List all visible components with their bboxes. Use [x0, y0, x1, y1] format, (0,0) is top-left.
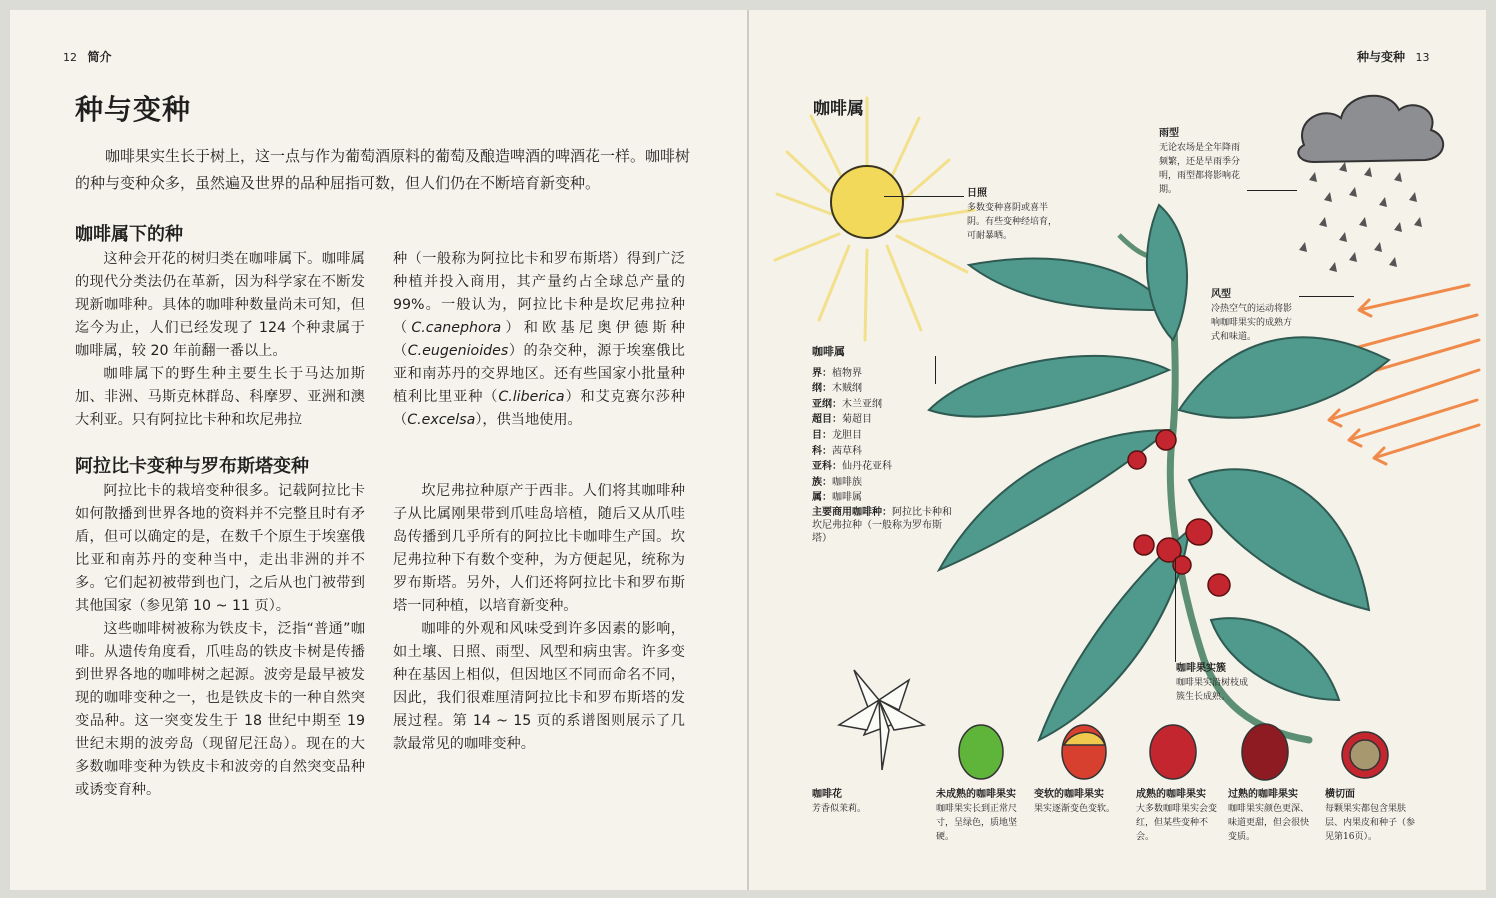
right-running-head: 种与变种 — [1357, 50, 1406, 64]
taxonomy-row — [812, 397, 952, 413]
taxonomy-row — [812, 444, 952, 460]
col2-text-a: 种（一般称为阿拉比卡和罗布斯塔）得到广泛种植并投入商用，其产量约占全球总产量的 99%。一般认为，阿拉比卡种是坎尼弗拉种（ — [393, 251, 685, 336]
rain-leader-line — [1247, 190, 1297, 191]
taxonomy-value: 植物界 — [832, 367, 862, 379]
stage-body: 果实逐渐变色变软。 — [1034, 804, 1116, 814]
left-page-number: 12 — [63, 51, 77, 64]
stage-heading: 横切面 — [1325, 789, 1355, 800]
stage-body: 咖啡果实颜色更深、味道更甜，但会很快变质。 — [1228, 804, 1310, 842]
section1-heading: 咖啡属下的种 — [75, 224, 183, 245]
illustration-title: 咖啡属 — [813, 99, 864, 119]
stage-heading: 咖啡花 — [812, 789, 842, 800]
page-title: 种与变种 — [75, 93, 192, 126]
taxonomy-key: 属： — [812, 492, 832, 504]
taxonomy-row — [812, 475, 952, 491]
taxonomy-key: 超目： — [812, 414, 842, 426]
taxonomy-box — [812, 344, 952, 545]
wind-body: 冷热空气的运动将影响咖啡果实的成熟方式和味道。 — [1211, 304, 1293, 342]
species-eugenioides: C.eugenioides — [407, 343, 509, 359]
taxonomy-row — [812, 366, 952, 382]
left-running-head: 简介 — [87, 50, 112, 64]
taxonomy-key: 纲： — [812, 383, 832, 395]
species-canephora: C.canephora — [411, 320, 502, 336]
col2-text-e: ），供当地使用。 — [475, 412, 582, 428]
stage-heading: 过熟的咖啡果实 — [1228, 789, 1298, 800]
section1-column1 — [75, 248, 365, 432]
taxonomy-value: 茜草科 — [832, 445, 862, 457]
taxonomy-row — [812, 412, 952, 428]
species-liberica: C.liberica — [498, 389, 565, 405]
intro-paragraph — [75, 143, 695, 197]
taxonomy-key: 主要商用咖啡种： — [812, 506, 892, 518]
stage-label — [812, 788, 892, 816]
wind-leader-line — [1299, 296, 1354, 297]
taxonomy-value: 菊超目 — [842, 414, 872, 426]
rain-cloud-icon — [1298, 96, 1443, 272]
stage-body: 大多数咖啡果实会变红，但某些变种不会。 — [1136, 804, 1218, 842]
section2-col2-p1: 坎尼弗拉种原产于西非。人们将其咖啡种子从比属刚果带到爪哇岛培植，随后又从爪哇岛传播到几乎所有的阿拉比卡咖啡生产国。坎尼弗拉种下有数个变种，为方便起见，统称为罗布斯塔。另外，人们还将阿拉比卡和罗布斯塔一同种植，以培育新变种。 — [393, 483, 685, 614]
stage-heading: 成熟的咖啡果实 — [1136, 789, 1206, 800]
taxonomy-key: 目： — [812, 429, 832, 441]
cherry-cluster-body: 咖啡果实沿树枝成簇生长成熟。 — [1176, 678, 1249, 702]
stage-body: 每颗果实都包含果肤层、内果皮和种子（参见第16页）。 — [1325, 804, 1416, 842]
col2-text-d: ）和艾克赛尔莎种（ — [393, 389, 685, 428]
stage-label — [1228, 788, 1312, 844]
section2-col1-p2: 这些咖啡树被称为铁皮卡，泛指“普通”咖啡。从遗传角度看，爪哇岛的铁皮卡树是传播到世界各地的咖啡树之起源。波旁是最早被发现的咖啡变种之一，也是铁皮卡的一种自然突变品种。这一突变发生于 18 世纪中期至 19 世纪末期的波旁岛（现留尼汪岛）。现在的大多数咖啡变种为铁皮卡和波旁的自然突变品种或诱变育种。 — [75, 621, 365, 798]
stage-label — [936, 788, 1026, 844]
taxonomy-key: 族： — [812, 476, 832, 488]
section1-col1-p1: 这种会开花的树归类在咖啡属下。咖啡属的现代分类法仍在革新，因为科学家在不断发现新咖啡种。具体的咖啡种数量尚未可知，但迄今为止，人们已经发现了 124 个种隶属于咖啡属，较 20 年前翻一番以上。 — [75, 251, 365, 359]
stage-body: 咖啡果实长到正常尺寸，呈绿色，质地坚硬。 — [936, 804, 1018, 842]
sunshine-leader-line — [884, 196, 964, 197]
cherry-cluster-label — [1176, 662, 1256, 704]
coffee-leaves — [929, 205, 1389, 740]
stage-heading: 未成熟的咖啡果实 — [936, 789, 1016, 800]
col2-text-c: ）的杂交种，源于埃塞俄比亚和南苏丹的交界地区。还有些国家小批量种植利比里亚种（ — [393, 343, 685, 405]
stage-label — [1034, 788, 1124, 816]
stage-label — [1325, 788, 1417, 844]
section2-column1 — [75, 480, 365, 802]
rain-body: 无论农场是全年降雨频繁，还是旱雨季分明，雨型都将影响花期。 — [1159, 143, 1241, 195]
section2-heading: 阿拉比卡变种与罗布斯塔变种 — [75, 456, 309, 477]
taxonomy-value: 咖啡属 — [832, 492, 862, 504]
stage-heading: 变软的咖啡果实 — [1034, 789, 1104, 800]
taxonomy-value: 仙丹花亚科 — [842, 461, 892, 473]
section1-col2-p1 — [393, 248, 685, 432]
taxonomy-key: 界： — [812, 367, 832, 379]
taxonomy-row — [812, 428, 952, 444]
taxonomy-row — [812, 459, 952, 475]
section1-column2 — [393, 248, 685, 432]
taxonomy-row — [812, 381, 952, 397]
sun-icon — [831, 166, 903, 238]
species-excelsa: C.excelsa — [407, 412, 476, 428]
cherry-cluster-heading: 咖啡果实簇 — [1176, 663, 1226, 674]
taxonomy-value: 木贼纲 — [832, 383, 862, 395]
right-page-number: 13 — [1415, 51, 1430, 64]
rain-heading: 雨型 — [1159, 128, 1179, 139]
sunshine-label — [967, 187, 1057, 243]
sunshine-heading: 日照 — [967, 188, 987, 199]
taxonomy-value: 咖啡族 — [832, 476, 862, 488]
left-folio — [63, 48, 112, 65]
rain-label — [1159, 127, 1243, 197]
col2-text-b: ）和欧基尼奥伊德斯种（ — [393, 320, 685, 359]
section1-col1-p2: 咖啡属下的野生种主要生长于马达加斯加、非洲、马斯克林群岛、科摩罗、亚洲和澳大利亚。只有阿拉比卡种和坎尼弗拉 — [75, 366, 365, 428]
intro-text: 咖啡果实生长于树上，这一点与作为葡萄酒原料的葡萄及酿造啤酒的啤酒花一样。咖啡树的种与变种众多，虽然遍及世界的品种屈指可数，但人们仍在不断培育新变种。 — [75, 147, 691, 192]
taxonomy-key: 亚科： — [812, 461, 842, 473]
taxonomy-heading: 咖啡属 — [812, 345, 845, 358]
wind-heading: 风型 — [1211, 289, 1231, 300]
section2-col2-p2: 咖啡的外观和风味受到许多因素的影响，如土壤、日照、雨型、风型和病虫害。许多变种在基因上相似，但因地区不同而命名不同，因此，我们很难厘清阿拉比卡和罗布斯塔的发展过程。第 14 ~ 15 页的系谱图则展示了几款最常见的咖啡变种。 — [393, 621, 685, 752]
stage-label — [1136, 788, 1220, 844]
taxonomy-key: 科： — [812, 445, 832, 457]
cherry-stage-icons — [959, 724, 1388, 780]
taxonomy-row — [812, 490, 952, 506]
left-page — [10, 10, 747, 890]
taxonomy-value: 龙胆目 — [832, 429, 862, 441]
section2-col1-p1: 阿拉比卡的栽培变种很多。记载阿拉比卡如何散播到世界各地的资料并不完整且时有矛盾，但可以确定的是，在数千个原生于埃塞俄比亚和南苏丹的变种当中，走出非洲的并不多。它们起初被带到也门，之后从也门被带到其他国家（参见第 10 ~ 11 页）。 — [75, 483, 365, 614]
section2-column2 — [393, 480, 685, 756]
taxonomy-value: 木兰亚纲 — [842, 398, 882, 410]
wind-label — [1211, 288, 1297, 344]
taxonomy-row — [812, 506, 952, 545]
stage-body: 芳香似茉莉。 — [812, 804, 867, 814]
taxonomy-value: 阿拉比卡种和坎尼弗拉种（一般称为罗布斯塔） — [812, 506, 952, 544]
coffee-flower-icon — [839, 670, 924, 770]
sunshine-body: 多数变种喜阴或喜半阴。有些变种经培育，可耐暴晒。 — [967, 203, 1058, 241]
right-page — [749, 10, 1486, 890]
cherry-cluster-leader-line — [1175, 558, 1176, 662]
taxonomy-key: 亚纲： — [812, 398, 842, 410]
